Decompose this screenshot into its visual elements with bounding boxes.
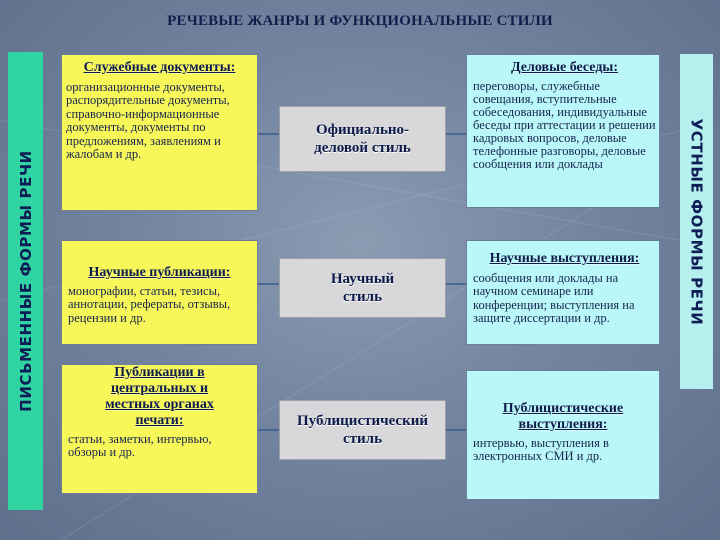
genre-heading: Публикации в центральных и местных органах печати: bbox=[105, 365, 214, 428]
genre-box-service-documents bbox=[61, 54, 258, 211]
genre-description: статьи, заметки, интервью, обзоры и др. bbox=[68, 432, 212, 460]
style-name-line: Официально- bbox=[315, 122, 410, 138]
style-box-publicistic bbox=[279, 400, 446, 460]
oral-forms-label: УСТНЫЕ ФОРМЫ РЕЧИ bbox=[687, 118, 706, 325]
genre-box-scientific-publications bbox=[61, 240, 258, 345]
style-name-line: Публицистический bbox=[297, 413, 428, 429]
written-forms-label: ПИСЬМЕННЫЕ ФОРМЫ РЕЧИ bbox=[16, 150, 35, 412]
genre-box-publicistic-speeches bbox=[466, 370, 660, 500]
genre-heading: Научные выступления: bbox=[489, 251, 640, 266]
style-name-line: стиль bbox=[342, 289, 383, 305]
genre-heading: Публицистические выступления: bbox=[502, 401, 624, 432]
genre-description: интервью, выступления в электронных СМИ и др. bbox=[473, 436, 609, 464]
genre-box-scientific-speeches bbox=[466, 240, 660, 345]
genre-heading: Деловые беседы: bbox=[510, 60, 619, 75]
style-box-official-business bbox=[279, 106, 446, 172]
slide-title: РЕЧЕВЫЕ ЖАНРЫ И ФУНКЦИОНАЛЬНЫЕ СТИЛИ bbox=[167, 13, 553, 29]
style-name-line: стиль bbox=[342, 431, 383, 447]
genre-heading: Служебные документы: bbox=[83, 60, 236, 75]
genre-box-business-conversations bbox=[466, 54, 660, 208]
genre-heading: Научные публикации: bbox=[88, 265, 231, 280]
genre-description: организационные документы, распорядительные документы, справочно-информационные документы, документы по предложениям, заявлениям и жалобам и др. bbox=[66, 80, 230, 162]
style-name-line: Научный bbox=[330, 271, 395, 287]
style-name-line: деловой стиль bbox=[314, 140, 411, 156]
genre-description: монографии, статьи, тезисы, аннотации, рефераты, отзывы, рецензии и др. bbox=[68, 284, 231, 325]
genre-description: переговоры, служебные совещания, вступительные собеседования, индивидуальные беседы при аттестации и решении кадровых вопросов, деловые телефонные разговоры, деловые сообщения или доклады bbox=[473, 79, 656, 171]
genre-box-press-publications bbox=[61, 364, 258, 494]
genre-description: сообщения или доклады на научном семинаре или конференции; выступления на защите диссертации и др. bbox=[473, 271, 635, 326]
style-box-scientific bbox=[279, 258, 446, 318]
